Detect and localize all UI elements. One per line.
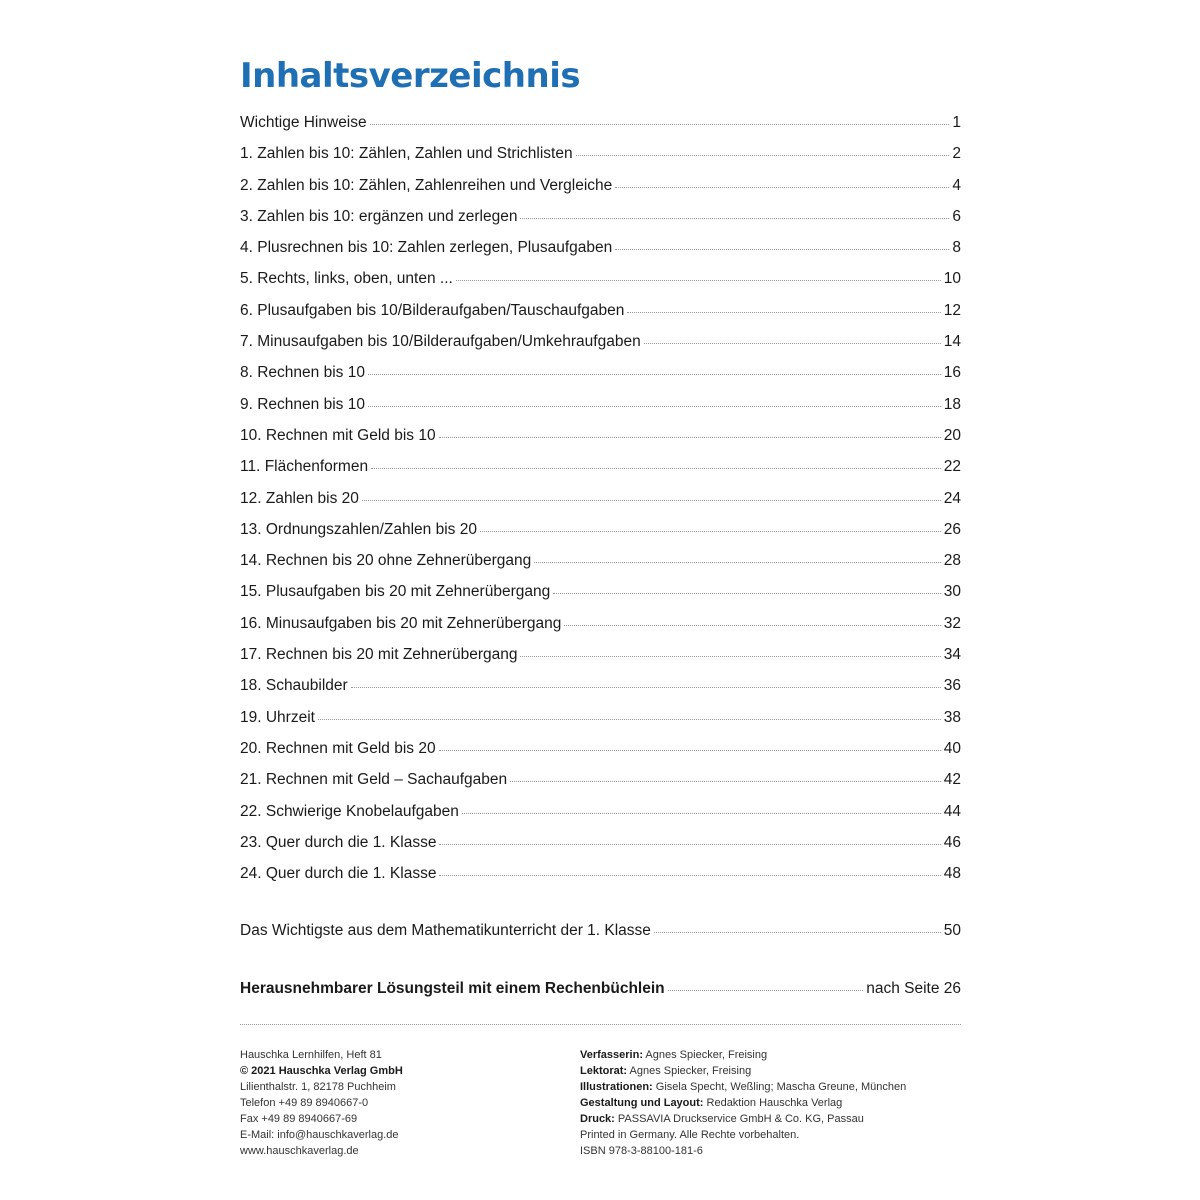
toc-entry xyxy=(240,552,961,583)
toc-entry-page: 6 xyxy=(952,207,961,225)
toc-entry-page: 46 xyxy=(943,833,961,851)
toc-entry-label: 19. Uhrzeit xyxy=(240,708,315,726)
toc-entry-label: 3. Zahlen bis 10: ergänzen und zerlegen xyxy=(240,207,518,225)
dot-leader xyxy=(644,343,941,344)
toc-entry-label: 12. Zahlen bis 20 xyxy=(240,489,359,507)
toc-entry-label: 2. Zahlen bis 10: Zählen, Zahlenreihen und Vergleiche xyxy=(240,176,613,194)
dot-leader xyxy=(520,656,940,657)
toc-entry-page: 12 xyxy=(943,301,961,319)
toc-entry-page: 36 xyxy=(943,677,961,695)
toc-entry-page: 40 xyxy=(943,739,961,757)
toc-entry-page: 10 xyxy=(943,270,961,288)
imprint-address: Lilienthalstr. 1, 82178 Puchheim xyxy=(240,1081,396,1093)
toc-entry-label: 24. Quer durch die 1. Klasse xyxy=(240,865,437,883)
toc-entry-label: 7. Minusaufgaben bis 10/Bilderaufgaben/Umkehraufgaben xyxy=(240,333,641,351)
dot-leader xyxy=(534,562,940,563)
dot-leader xyxy=(371,468,941,469)
toc-entry-label: 15. Plusaufgaben bis 20 mit Zehnerübergang xyxy=(240,583,551,601)
illustrations-value: Gisela Specht, Weßling; Mascha Greune, München xyxy=(652,1081,907,1093)
toc-entry xyxy=(240,114,961,145)
dot-leader xyxy=(351,687,941,688)
toc-entry xyxy=(240,302,961,333)
dot-leader xyxy=(576,155,950,156)
toc-entry-label: 17. Rechnen bis 20 mit Zehnerübergang xyxy=(240,646,518,664)
toc-entry xyxy=(240,583,961,614)
imprint-web: www.hauschkaverlag.de xyxy=(240,1145,359,1157)
illustrations-label: Illustrationen: xyxy=(580,1081,653,1093)
toc-entry xyxy=(240,396,961,427)
toc-entry xyxy=(240,208,961,239)
dot-leader xyxy=(439,750,941,751)
toc-entry-label: 16. Minusaufgaben bis 20 mit Zehnerübergang xyxy=(240,614,562,632)
imprint-publisher xyxy=(240,1047,560,1159)
author-value: Agnes Spiecker, Freising xyxy=(642,1049,768,1061)
toc-entry-page: 34 xyxy=(943,646,961,664)
toc-entry-page: 42 xyxy=(943,771,961,789)
toc-entry xyxy=(240,646,961,677)
dot-leader xyxy=(480,531,941,532)
toc-entry-label: 18. Schaubilder xyxy=(240,677,348,695)
dot-leader xyxy=(368,374,941,375)
divider xyxy=(240,1024,961,1025)
imprint-copyright: © 2021 Hauschka Verlag GmbH xyxy=(240,1065,403,1077)
toc-entry xyxy=(240,364,961,395)
toc-entry xyxy=(240,771,961,802)
dot-leader xyxy=(615,249,949,250)
toc-entry-page: 22 xyxy=(943,458,961,476)
toc-entry-label: 21. Rechnen mit Geld – Sachaufgaben xyxy=(240,771,508,789)
dot-leader xyxy=(368,406,941,407)
dot-leader xyxy=(439,875,940,876)
dot-leader xyxy=(553,593,941,594)
toc-entry xyxy=(240,145,961,176)
page-title: Inhaltsverzeichnis xyxy=(240,56,581,96)
dot-leader xyxy=(627,312,940,313)
toc-entry-page: 24 xyxy=(943,489,961,507)
editor-label: Lektorat: xyxy=(580,1065,628,1077)
toc-entry xyxy=(240,709,961,740)
print-value: PASSAVIA Druckservice GmbH & Co. KG, Passau xyxy=(614,1113,864,1125)
toc-entry-page: 16 xyxy=(943,364,961,382)
toc-entry-page: 44 xyxy=(943,802,961,820)
toc-entry-label: 8. Rechnen bis 10 xyxy=(240,364,365,382)
toc-entry xyxy=(240,740,961,771)
dot-leader xyxy=(520,218,949,219)
dot-leader xyxy=(462,813,941,814)
imprint-email: E-Mail: info@hauschkaverlag.de xyxy=(240,1129,399,1141)
summary-entry xyxy=(240,922,961,953)
solutions-page: nach Seite 26 xyxy=(866,980,961,997)
toc-entry-page: 14 xyxy=(943,333,961,351)
dot-leader xyxy=(439,437,941,438)
table-of-contents xyxy=(240,114,961,896)
toc-entry xyxy=(240,521,961,552)
toc-entry-label: 22. Schwierige Knobelaufgaben xyxy=(240,802,459,820)
toc-entry-page: 48 xyxy=(943,865,961,883)
dot-leader xyxy=(456,280,941,281)
summary-label: Das Wichtigste aus dem Mathematikunterricht der 1. Klasse xyxy=(240,922,651,939)
toc-entry-label: 6. Plusaufgaben bis 10/Bilderaufgaben/Tauschaufgaben xyxy=(240,301,625,319)
dot-leader xyxy=(370,124,950,125)
toc-entry xyxy=(240,458,961,489)
print-label: Druck: xyxy=(580,1113,615,1125)
toc-entry xyxy=(240,177,961,208)
toc-entry xyxy=(240,615,961,646)
toc-entry-label: 23. Quer durch die 1. Klasse xyxy=(240,833,437,851)
toc-entry-page: 20 xyxy=(943,426,961,444)
dot-leader xyxy=(318,719,941,720)
dot-leader xyxy=(615,187,949,188)
toc-entry xyxy=(240,803,961,834)
toc-entry xyxy=(240,239,961,270)
toc-entry-label: 14. Rechnen bis 20 ohne Zehnerübergang xyxy=(240,552,532,570)
dot-leader xyxy=(439,844,940,845)
imprint-isbn: ISBN 978-3-88100-181-6 xyxy=(580,1145,703,1157)
toc-entry-page: 28 xyxy=(943,552,961,570)
dot-leader xyxy=(668,990,864,991)
toc-entry-page: 1 xyxy=(952,114,961,131)
dot-leader xyxy=(362,500,941,501)
summary-page: 50 xyxy=(943,922,961,939)
toc-entry xyxy=(240,865,961,896)
toc-entry-label: 4. Plusrechnen bis 10: Zahlen zerlegen, Plusaufgaben xyxy=(240,239,613,257)
imprint-credits xyxy=(580,1047,961,1159)
toc-entry-page: 38 xyxy=(943,708,961,726)
toc-entry-page: 32 xyxy=(943,614,961,632)
toc-entry xyxy=(240,490,961,521)
toc-entry-page: 8 xyxy=(952,239,961,257)
toc-entry-label: 13. Ordnungszahlen/Zahlen bis 20 xyxy=(240,520,477,538)
solutions-label: Herausnehmbarer Lösungsteil mit einem Rechenbüchlein xyxy=(240,980,665,997)
toc-entry-page: 26 xyxy=(943,520,961,538)
toc-entry xyxy=(240,270,961,301)
toc-entry-label: 1. Zahlen bis 10: Zählen, Zahlen und Strichlisten xyxy=(240,145,573,163)
imprint-series: Hauschka Lernhilfen, Heft 81 xyxy=(240,1049,382,1061)
dot-leader xyxy=(654,932,941,933)
design-label: Gestaltung und Layout: xyxy=(580,1097,704,1109)
imprint-rights: Printed in Germany. Alle Rechte vorbehalten. xyxy=(580,1129,800,1141)
imprint-fax: Fax +49 89 8940667-69 xyxy=(240,1113,358,1125)
toc-entry-page: 2 xyxy=(952,145,961,163)
toc-entry-page: 4 xyxy=(952,176,961,194)
author-label: Verfasserin: xyxy=(580,1049,643,1061)
dot-leader xyxy=(564,625,940,626)
toc-entry-label: 5. Rechts, links, oben, unten ... xyxy=(240,270,453,288)
toc-entry xyxy=(240,834,961,865)
toc-entry-label: 9. Rechnen bis 10 xyxy=(240,395,365,413)
toc-entry xyxy=(240,333,961,364)
solutions-entry xyxy=(240,980,961,1011)
toc-entry-label: Wichtige Hinweise xyxy=(240,114,367,131)
toc-entry-label: 11. Flächenformen xyxy=(240,458,369,476)
dot-leader xyxy=(510,781,941,782)
design-value: Redaktion Hauschka Verlag xyxy=(703,1097,843,1109)
toc-entry xyxy=(240,427,961,458)
editor-value: Agnes Spiecker, Freising xyxy=(627,1065,752,1077)
toc-entry-page: 18 xyxy=(943,395,961,413)
imprint-phone: Telefon +49 89 8940667-0 xyxy=(240,1097,369,1109)
toc-entry xyxy=(240,677,961,708)
toc-entry-page: 30 xyxy=(943,583,961,601)
toc-entry-label: 10. Rechnen mit Geld bis 10 xyxy=(240,426,436,444)
toc-entry-label: 20. Rechnen mit Geld bis 20 xyxy=(240,739,436,757)
